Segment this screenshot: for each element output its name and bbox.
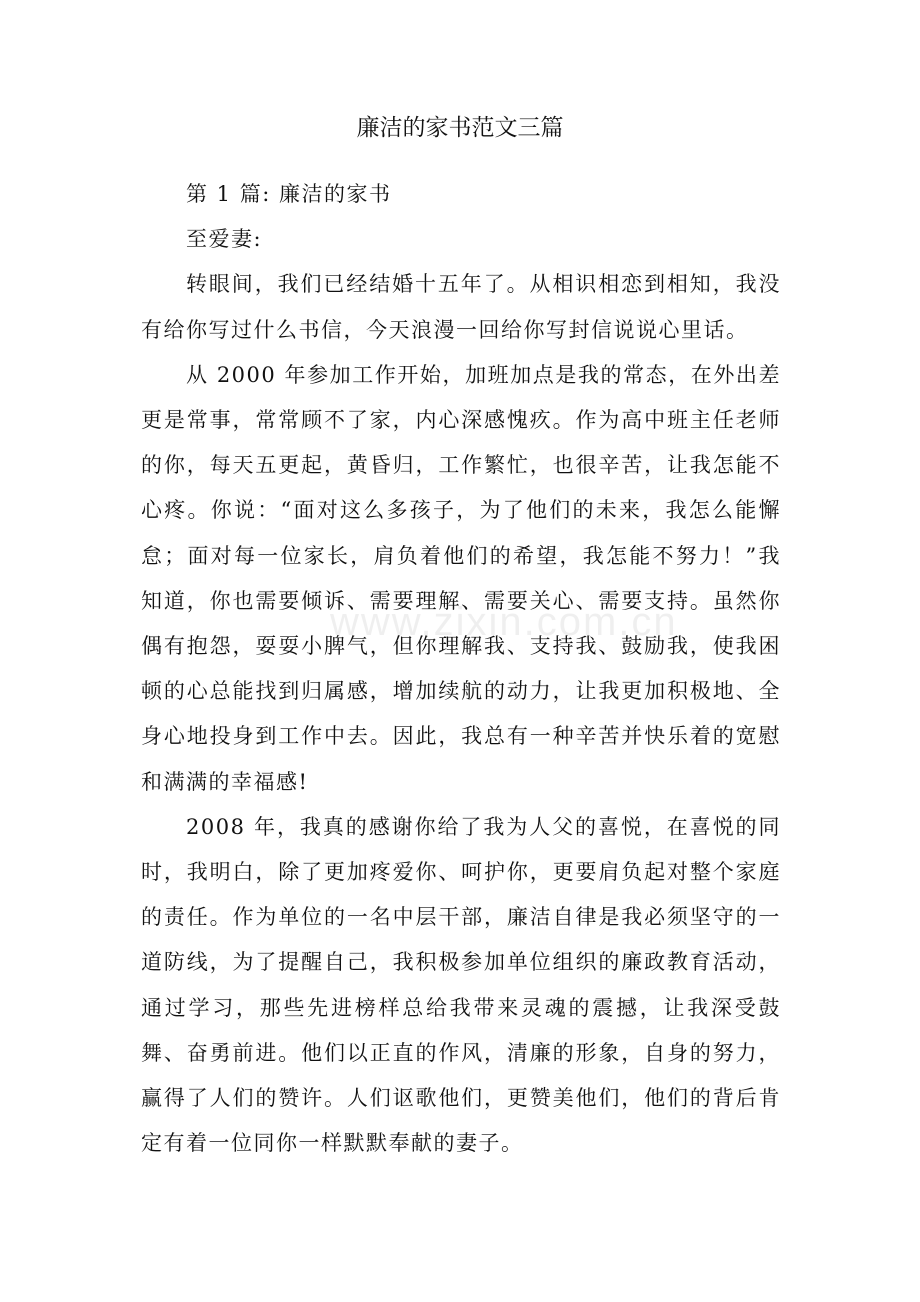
watermark: www.zixin.com.cn bbox=[330, 600, 678, 644]
paragraph: 从 2000 年参加工作开始，加班加点是我的常态，在外出差更是常事，常常顾不了家，内心深感愧疚。作为高中班主任老师的你，每天五更起，黄昏归，工作繁忙，也很辛苦，让我怎能不心疼。你说：“面对这么多孩子，为了他们的未来，我怎么能懈怠；面对每一位家长，肩负着他们的希望，我怎能不努力！”我知道，你也需要倾诉、需要理解、需要关心、需要支持。虽然你偶有抱怨，耍耍小脾气，但你理解我、支持我、鼓励我，使我困顿的心总能找到归属感，增加续航的动力，让我更加积极地、全身心地投身到工作中去。因此，我总有一种辛苦并快乐着的宽慰和满满的幸福感! bbox=[141, 362, 781, 794]
section-heading: 第 1 篇: 廉洁的家书 bbox=[186, 182, 392, 206]
document-title: 廉洁的家书范文三篇 bbox=[356, 115, 564, 141]
document-body bbox=[141, 172, 781, 1166]
salutation: 至爱妻: bbox=[186, 227, 263, 252]
paragraph: 2008 年，我真的感谢你给了我为人父的喜悦，在喜悦的同时，我明白，除了更加疼爱你、呵护你，更要肩负起对整个家庭的责任。作为单位的一名中层干部，廉洁自律是我必须坚守的一道防线，为了提醒自己，我积极参加单位组织的廉政教育活动，通过学习，那些先进榜样总给我带来灵魂的震撼，让我深受鼓舞、奋勇前进。他们以正直的作风，清廉的形象，自身的努力，赢得了人们的赞许。人们讴歌他们，更赞美他们，他们的背后肯定有着一位同你一样默默奉献的妻子。 bbox=[141, 814, 781, 1156]
paragraph: 转眼间，我们已经结婚十五年了。从相识相恋到相知，我没有给你写过什么书信，今天浪漫一回给你写封信说说心里话。 bbox=[141, 272, 781, 342]
